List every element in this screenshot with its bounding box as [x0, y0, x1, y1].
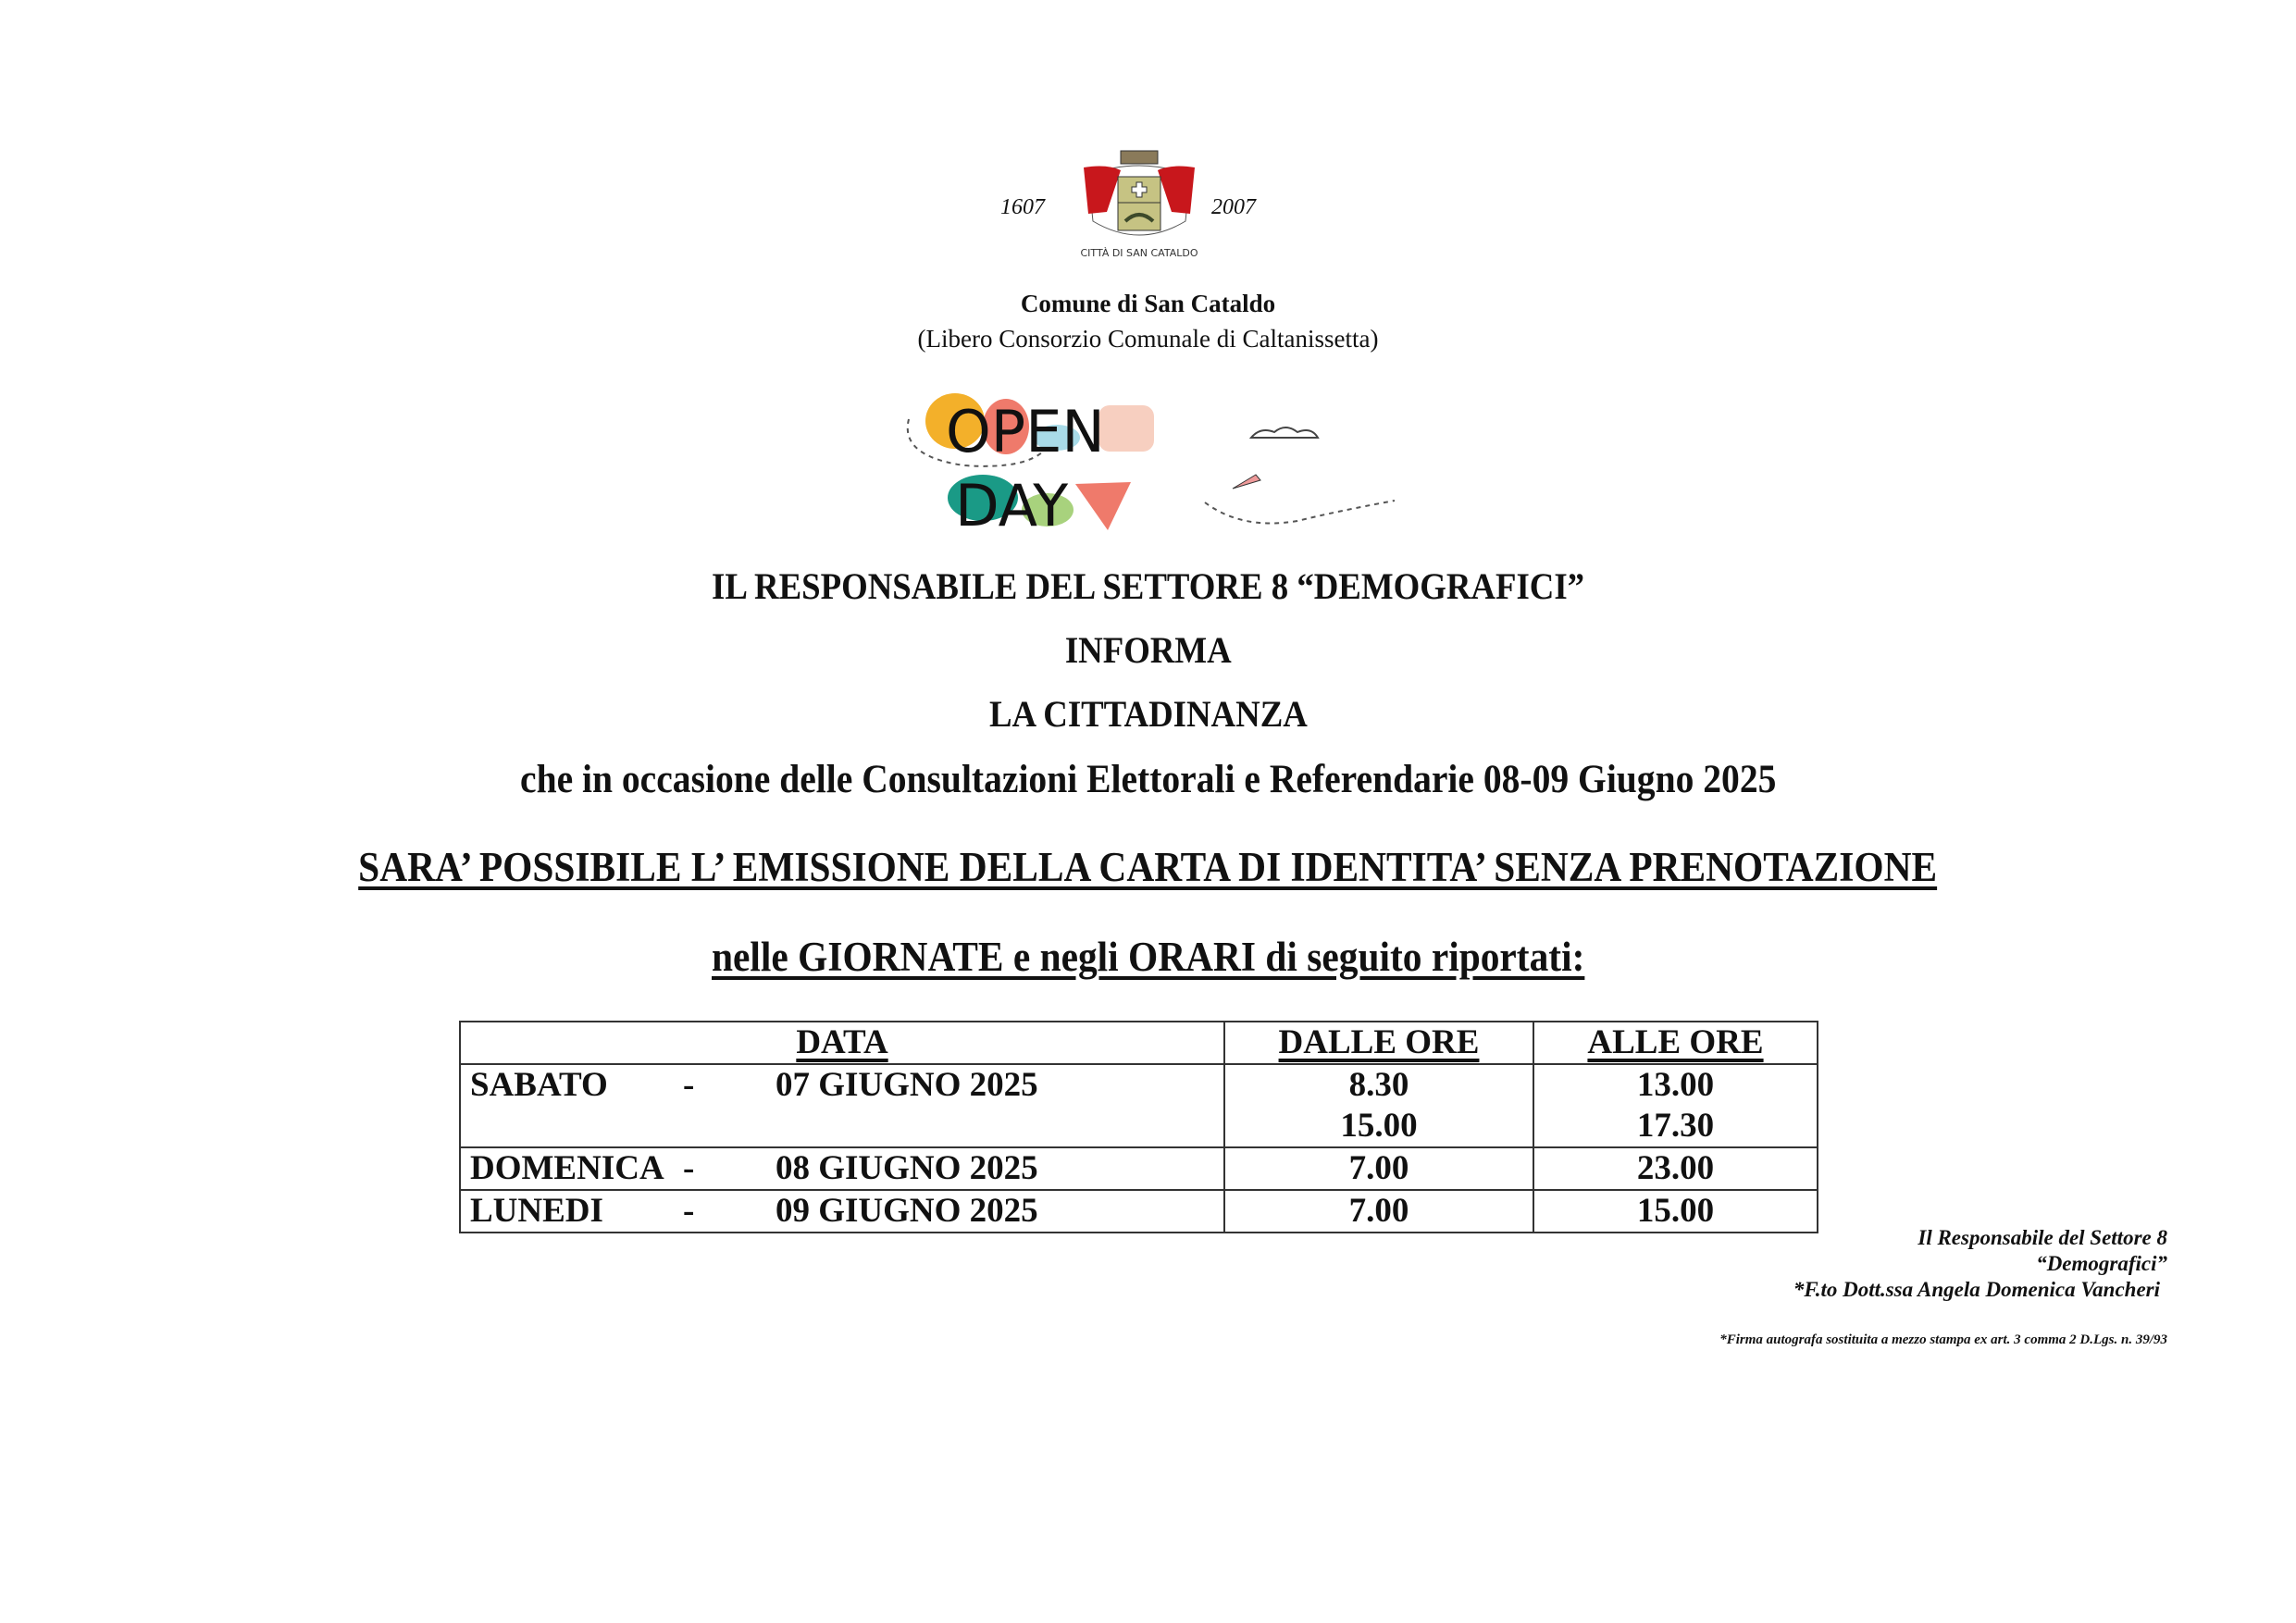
heading-informa: INFORMA	[1064, 629, 1232, 671]
signature-title: Il Responsabile del Settore 8	[1917, 1226, 2167, 1249]
banner-day-text: DAY	[955, 472, 1069, 535]
day-name: LUNEDI	[470, 1192, 603, 1230]
logo-year-right: 2007	[1211, 195, 1256, 219]
municipality-name: Comune di San Cataldo	[1020, 290, 1276, 317]
to-time: 15.00	[1533, 1190, 1818, 1233]
table-row	[460, 1064, 1818, 1147]
schedule-table	[459, 1021, 1818, 1233]
separator: -	[683, 1149, 695, 1187]
announcement-headline: SARA’ POSSIBILE L’ EMISSIONE DELLA CARTA DI IDENTITA’ SENZA PRENOTAZIONE	[358, 844, 1938, 890]
day-name: DOMENICA	[470, 1149, 664, 1187]
table-row	[460, 1190, 1818, 1233]
date: 07 GIUGNO 2025	[776, 1066, 1038, 1104]
schedule-intro: nelle GIORNATE e negli ORARI di seguito riportati:	[711, 934, 1585, 980]
signature-note: *Firma autografa sostituita a mezzo stampa ex art. 3 comma 2 D.Lgs. n. 39/93	[1719, 1332, 2167, 1347]
open-day-banner	[890, 382, 1409, 535]
banner-open-text: OPEN	[946, 398, 1105, 465]
from-time: 7.00	[1224, 1190, 1533, 1233]
consortium-name: (Libero Consorzio Comunale di Caltanissetta)	[917, 325, 1379, 353]
day-name: SABATO	[470, 1066, 608, 1104]
signature-name: *F.to Dott.ssa Angela Domenica Vancheri	[1793, 1278, 2160, 1301]
intro-sentence: che in occasione delle Consultazioni Elettorali e Referendarie 08-09 Giugno 2025	[519, 758, 1777, 801]
signature-sector: “Demografici”	[2036, 1252, 2167, 1275]
separator: -	[683, 1066, 695, 1104]
to-time: 13.00	[1636, 1066, 1715, 1104]
logo-year-left: 1607	[1000, 195, 1045, 219]
crest-icon	[1070, 147, 1209, 263]
date: 09 GIUGNO 2025	[776, 1192, 1038, 1230]
table-row	[460, 1147, 1818, 1190]
header-data: DATA	[796, 1023, 888, 1061]
from-time: 15.00	[1340, 1107, 1418, 1145]
header-dalle-ore: DALLE ORE	[1278, 1023, 1480, 1061]
separator: -	[683, 1192, 695, 1230]
table-header-row	[460, 1022, 1818, 1064]
svg-text:CITTÀ DI SAN CATALDO: CITTÀ DI SAN CATALDO	[1080, 247, 1198, 259]
city-crest-logo	[1000, 147, 1278, 263]
header-alle-ore: ALLE ORE	[1587, 1023, 1764, 1061]
from-time: 7.00	[1224, 1147, 1533, 1190]
from-time: 8.30	[1348, 1066, 1409, 1104]
to-time: 17.30	[1636, 1107, 1715, 1145]
heading-responsabile: IL RESPONSABILE DEL SETTORE 8 “DEMOGRAFICI”	[711, 565, 1585, 607]
date: 08 GIUGNO 2025	[776, 1149, 1038, 1187]
heading-cittadinanza: LA CITTADINANZA	[988, 693, 1308, 735]
to-time: 23.00	[1533, 1147, 1818, 1190]
